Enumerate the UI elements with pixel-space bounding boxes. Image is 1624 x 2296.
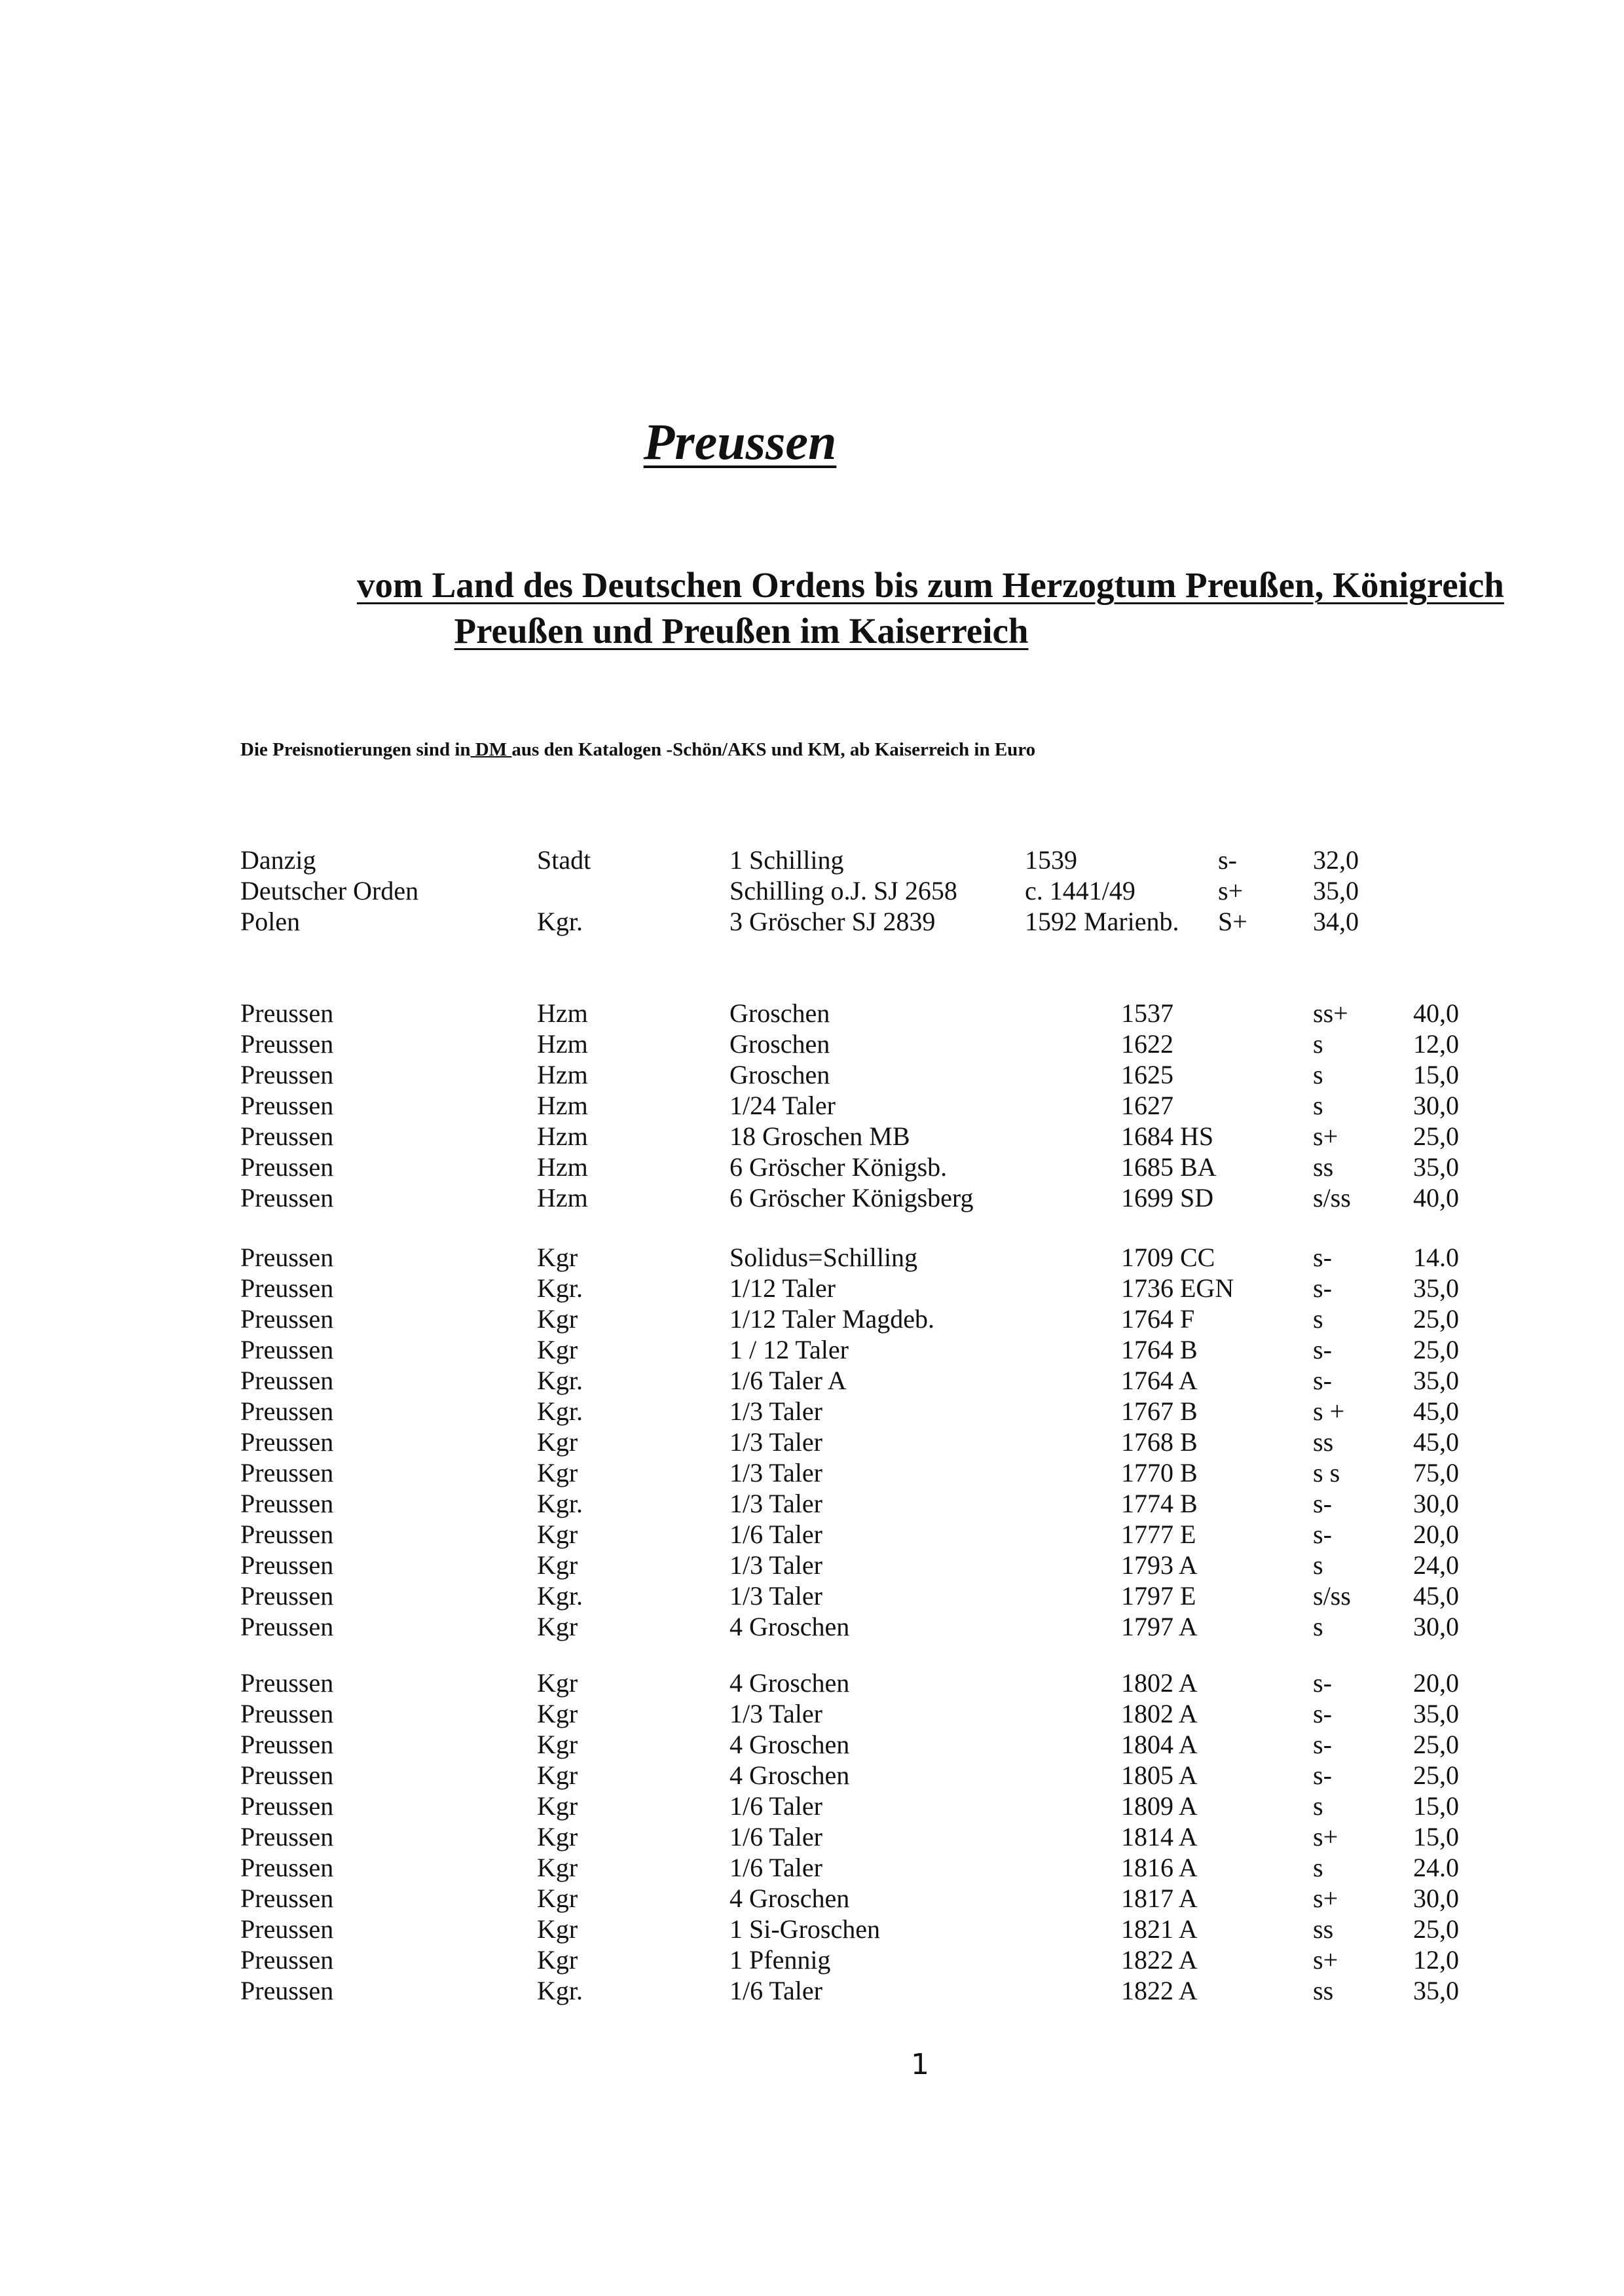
table-row (0, 1791, 1624, 1821)
table-row (0, 1611, 1624, 1642)
cell-price: 40,0 (1413, 998, 1459, 1028)
table-row (0, 1303, 1624, 1334)
cell-typ: Kgr (537, 1668, 578, 1698)
cell-grade: s (1313, 1791, 1323, 1821)
cell-year: 1777 E (1121, 1520, 1196, 1549)
cell-typ: Kgr (537, 1427, 578, 1457)
cell-year: 1622 (1121, 1029, 1173, 1059)
currency-dm: DM (470, 739, 512, 760)
cell-typ: Hzm (537, 1029, 588, 1059)
cell-price: 45,0 (1413, 1581, 1459, 1611)
cell-coin: 1/12 Taler Magdeb. (729, 1304, 935, 1334)
cell-year: 1797 A (1121, 1612, 1198, 1641)
cell-coin: 4 Groschen (729, 1668, 850, 1698)
cell-year: 1770 B (1121, 1458, 1198, 1487)
cell-year: 1802 A (1121, 1668, 1198, 1698)
cell-price: 20,0 (1413, 1668, 1459, 1698)
table-row (0, 1121, 1624, 1152)
cell-land: Preussen (240, 1699, 334, 1728)
cell-grade: s+ (1313, 1822, 1338, 1851)
cell-typ: Kgr (537, 1884, 578, 1913)
cell-land: Preussen (240, 998, 334, 1028)
price-note (240, 739, 1035, 761)
table-row (0, 1760, 1624, 1791)
cell-grade: s (1313, 1091, 1323, 1120)
cell-typ: Kgr (537, 1945, 578, 1975)
cell-coin: 4 Groschen (729, 1760, 850, 1790)
cell-price: 35,0 (1313, 876, 1359, 905)
cell-price: 24,0 (1413, 1550, 1459, 1580)
cell-year: 1804 A (1121, 1730, 1198, 1759)
cell-typ: Hzm (537, 1060, 588, 1089)
cell-typ: Kgr. (537, 1273, 583, 1303)
cell-year: 1822 A (1121, 1976, 1198, 2005)
cell-land: Preussen (240, 1822, 334, 1851)
price-note-text: Die Preisnotierungen sind in (240, 739, 471, 760)
cell-land: Preussen (240, 1458, 334, 1487)
cell-land: Preussen (240, 1366, 334, 1395)
cell-price: 30,0 (1413, 1091, 1459, 1120)
cell-coin: 1/6 Taler (729, 1520, 822, 1549)
cell-land: Preussen (240, 1914, 334, 1944)
cell-coin: 1/6 Taler (729, 1853, 822, 1882)
cell-price: 25,0 (1413, 1914, 1459, 1944)
cell-land: Preussen (240, 1060, 334, 1089)
cell-coin: Schilling o.J. SJ 2658 (729, 876, 957, 905)
cell-land: Preussen (240, 1976, 334, 2005)
table-row (0, 1550, 1624, 1580)
cell-grade: s- (1313, 1243, 1332, 1272)
cell-typ: Hzm (537, 1091, 588, 1120)
cell-year: 1709 CC (1121, 1243, 1215, 1272)
cell-price: 30,0 (1413, 1612, 1459, 1641)
cell-price: 35,0 (1413, 1152, 1459, 1182)
cell-grade: s s (1313, 1458, 1340, 1487)
cell-coin: 1 Pfennig (729, 1945, 831, 1975)
cell-coin: 1 / 12 Taler (729, 1335, 849, 1364)
table-row (0, 1457, 1624, 1488)
cell-coin: 3 Gröscher SJ 2839 (729, 907, 936, 936)
cell-price: 35,0 (1413, 1366, 1459, 1395)
cell-year: 1814 A (1121, 1822, 1198, 1851)
cell-typ: Kgr. (537, 1396, 583, 1426)
cell-typ: Kgr (537, 1699, 578, 1728)
price-note-sources: aus den Katalogen -Schön/AKS und KM, ab Kaiserreich in Euro (511, 739, 1036, 760)
cell-coin: 1/6 Taler (729, 1976, 822, 2005)
cell-coin: 1/3 Taler (729, 1699, 822, 1728)
table-row (0, 1821, 1624, 1852)
cell-price: 12,0 (1413, 1029, 1459, 1059)
cell-grade: s+ (1313, 1945, 1338, 1975)
cell-year: 1684 HS (1121, 1121, 1214, 1151)
cell-typ: Kgr. (537, 1976, 583, 2005)
cell-grade: s (1313, 1060, 1323, 1089)
table-row (0, 1883, 1624, 1914)
cell-typ: Kgr (537, 1760, 578, 1790)
cell-land: Preussen (240, 1335, 334, 1364)
cell-coin: Solidus=Schilling (729, 1243, 918, 1272)
cell-land: Preussen (240, 1273, 334, 1303)
subtitle-line-1: vom Land des Deutschen Ordens bis zum Herzogtum Preußen, Königreich (357, 565, 1504, 605)
table-row (0, 1914, 1624, 1944)
cell-price: 35,0 (1413, 1699, 1459, 1728)
cell-price: 34,0 (1313, 907, 1359, 936)
cell-year: 1625 (1121, 1060, 1173, 1089)
cell-coin: 1/3 Taler (729, 1427, 822, 1457)
table-row (0, 1396, 1624, 1427)
cell-typ: Hzm (537, 1183, 588, 1212)
cell-price: 45,0 (1413, 1427, 1459, 1457)
table-row (0, 1427, 1624, 1457)
table-row (0, 1975, 1624, 2006)
table-row (0, 1090, 1624, 1121)
cell-typ: Hzm (537, 1152, 588, 1182)
cell-price: 25,0 (1413, 1760, 1459, 1790)
cell-land: Preussen (240, 1520, 334, 1549)
cell-land: Polen (240, 907, 301, 936)
table-row (0, 998, 1624, 1029)
cell-typ: Kgr (537, 1914, 578, 1944)
cell-coin: 1/3 Taler (729, 1489, 822, 1518)
cell-price: 24.0 (1413, 1853, 1459, 1882)
cell-typ: Kgr (537, 1304, 578, 1334)
cell-land: Preussen (240, 1396, 334, 1426)
table-row (0, 1365, 1624, 1396)
cell-coin: 18 Groschen MB (729, 1121, 910, 1151)
cell-coin: 4 Groschen (729, 1612, 850, 1641)
cell-typ: Kgr (537, 1550, 578, 1580)
cell-price: 35,0 (1413, 1976, 1459, 2005)
cell-grade: s+ (1218, 876, 1244, 905)
cell-typ: Kgr (537, 1612, 578, 1641)
cell-coin: 1/3 Taler (729, 1550, 822, 1580)
cell-land: Preussen (240, 1183, 334, 1212)
cell-price: 45,0 (1413, 1396, 1459, 1426)
cell-typ: Kgr. (537, 1581, 583, 1611)
cell-year: 1736 EGN (1121, 1273, 1234, 1303)
cell-price: 15,0 (1413, 1822, 1459, 1851)
table-row (0, 1698, 1624, 1729)
cell-land: Deutscher Orden (240, 876, 419, 905)
table-row (0, 845, 1624, 875)
page-title: Preussen (643, 413, 837, 470)
cell-coin: 1/24 Taler (729, 1091, 836, 1120)
cell-grade: s (1313, 1550, 1323, 1580)
cell-year: 1817 A (1121, 1884, 1198, 1913)
cell-grade: ss (1313, 1427, 1334, 1457)
table-row (0, 1944, 1624, 1975)
cell-coin: 1/12 Taler (729, 1273, 836, 1303)
table-row (0, 1273, 1624, 1303)
cell-land: Preussen (240, 1243, 334, 1272)
cell-grade: s/ss (1313, 1183, 1351, 1212)
table-row (0, 1242, 1624, 1273)
cell-land: Preussen (240, 1791, 334, 1821)
table-row (0, 1334, 1624, 1365)
cell-year: c. 1441/49 (1025, 876, 1135, 905)
cell-coin: 1/3 Taler (729, 1396, 822, 1426)
cell-grade: s- (1313, 1760, 1332, 1790)
cell-grade: ss (1313, 1914, 1334, 1944)
cell-grade: S+ (1218, 907, 1247, 936)
cell-year: 1822 A (1121, 1945, 1198, 1975)
cell-coin: 6 Gröscher Königsberg (729, 1183, 974, 1212)
cell-land: Preussen (240, 1668, 334, 1698)
cell-coin: 4 Groschen (729, 1884, 850, 1913)
table-row (0, 875, 1624, 906)
cell-grade: ss+ (1313, 998, 1348, 1028)
cell-coin: 1 Si-Groschen (729, 1914, 880, 1944)
cell-land: Preussen (240, 1730, 334, 1759)
cell-typ: Stadt (537, 845, 591, 875)
cell-land: Preussen (240, 1760, 334, 1790)
cell-grade: s (1313, 1853, 1323, 1882)
cell-year: 1592 Marienb. (1025, 907, 1179, 936)
cell-land: Preussen (240, 1581, 334, 1611)
cell-year: 1764 F (1121, 1304, 1195, 1334)
cell-grade: ss (1313, 1976, 1334, 2005)
cell-price: 35,0 (1413, 1273, 1459, 1303)
table-row (0, 1488, 1624, 1519)
cell-year: 1685 BA (1121, 1152, 1217, 1182)
cell-year: 1768 B (1121, 1427, 1198, 1457)
cell-land: Preussen (240, 1091, 334, 1120)
cell-grade: s- (1313, 1730, 1332, 1759)
cell-land: Preussen (240, 1152, 334, 1182)
cell-price: 15,0 (1413, 1791, 1459, 1821)
cell-grade: s- (1218, 845, 1237, 875)
cell-coin: 6 Gröscher Königsb. (729, 1152, 948, 1182)
cell-price: 40,0 (1413, 1183, 1459, 1212)
table-row (0, 1852, 1624, 1883)
cell-coin: 1 Schilling (729, 845, 844, 875)
cell-land: Preussen (240, 1612, 334, 1641)
cell-year: 1764 B (1121, 1335, 1198, 1364)
cell-typ: Hzm (537, 998, 588, 1028)
cell-grade: s (1313, 1612, 1323, 1641)
cell-typ: Kgr (537, 1243, 578, 1272)
cell-year: 1802 A (1121, 1699, 1198, 1728)
cell-year: 1805 A (1121, 1760, 1198, 1790)
cell-grade: s- (1313, 1699, 1332, 1728)
table-row (0, 1059, 1624, 1090)
cell-grade: s- (1313, 1489, 1332, 1518)
table-row (0, 1152, 1624, 1182)
cell-coin: 1/6 Taler (729, 1822, 822, 1851)
cell-typ: Kgr (537, 1458, 578, 1487)
cell-typ: Kgr (537, 1520, 578, 1549)
cell-price: 20,0 (1413, 1520, 1459, 1549)
cell-grade: s- (1313, 1668, 1332, 1698)
cell-grade: s (1313, 1304, 1323, 1334)
cell-grade: ss (1313, 1152, 1334, 1182)
cell-typ: Kgr (537, 1730, 578, 1759)
cell-year: 1537 (1121, 998, 1173, 1028)
table-row (0, 1519, 1624, 1550)
cell-year: 1797 E (1121, 1581, 1196, 1611)
cell-price: 32,0 (1313, 845, 1359, 875)
cell-coin: 4 Groschen (729, 1730, 850, 1759)
cell-year: 1767 B (1121, 1396, 1198, 1426)
table-row (0, 1029, 1624, 1059)
cell-typ: Kgr (537, 1335, 578, 1364)
cell-year: 1764 A (1121, 1366, 1198, 1395)
cell-coin: Groschen (729, 1060, 830, 1089)
cell-coin: 1/6 Taler (729, 1791, 822, 1821)
cell-grade: s+ (1313, 1121, 1338, 1151)
cell-land: Preussen (240, 1884, 334, 1913)
cell-price: 25,0 (1413, 1730, 1459, 1759)
page-number: 1 (911, 2048, 929, 2081)
cell-typ: Kgr (537, 1791, 578, 1821)
cell-price: 25,0 (1413, 1304, 1459, 1334)
cell-price: 15,0 (1413, 1060, 1459, 1089)
cell-grade: s + (1313, 1396, 1345, 1426)
cell-grade: s- (1313, 1366, 1332, 1395)
cell-land: Preussen (240, 1550, 334, 1580)
cell-land: Preussen (240, 1489, 334, 1518)
cell-grade: s+ (1313, 1884, 1338, 1913)
cell-year: 1793 A (1121, 1550, 1198, 1580)
cell-land: Preussen (240, 1304, 334, 1334)
cell-year: 1627 (1121, 1091, 1173, 1120)
cell-price: 30,0 (1413, 1884, 1459, 1913)
cell-year: 1816 A (1121, 1853, 1198, 1882)
cell-typ: Hzm (537, 1121, 588, 1151)
cell-grade: s- (1313, 1520, 1332, 1549)
cell-land: Preussen (240, 1029, 334, 1059)
table-row (0, 1580, 1624, 1611)
cell-grade: s/ss (1313, 1581, 1351, 1611)
cell-price: 14.0 (1413, 1243, 1459, 1272)
cell-year: 1539 (1025, 845, 1077, 875)
cell-typ: Kgr (537, 1822, 578, 1851)
cell-land: Preussen (240, 1427, 334, 1457)
cell-coin: 1/3 Taler (729, 1458, 822, 1487)
cell-year: 1774 B (1121, 1489, 1198, 1518)
cell-grade: s (1313, 1029, 1323, 1059)
cell-typ: Kgr (537, 1853, 578, 1882)
cell-coin: Groschen (729, 1029, 830, 1059)
cell-grade: s- (1313, 1273, 1332, 1303)
cell-coin: Groschen (729, 998, 830, 1028)
cell-land: Preussen (240, 1945, 334, 1975)
cell-coin: 1/6 Taler A (729, 1366, 847, 1395)
cell-typ: Kgr. (537, 1366, 583, 1395)
table-row (0, 1182, 1624, 1213)
cell-price: 25,0 (1413, 1335, 1459, 1364)
cell-land: Preussen (240, 1853, 334, 1882)
cell-coin: 1/3 Taler (729, 1581, 822, 1611)
cell-price: 25,0 (1413, 1121, 1459, 1151)
cell-year: 1699 SD (1121, 1183, 1214, 1212)
cell-year: 1809 A (1121, 1791, 1198, 1821)
cell-typ: Kgr. (537, 907, 583, 936)
cell-grade: s- (1313, 1335, 1332, 1364)
table-row (0, 906, 1624, 937)
cell-typ: Kgr. (537, 1489, 583, 1518)
table-row (0, 1667, 1624, 1698)
cell-land: Danzig (240, 845, 316, 875)
cell-year: 1821 A (1121, 1914, 1198, 1944)
cell-price: 12,0 (1413, 1945, 1459, 1975)
cell-land: Preussen (240, 1121, 334, 1151)
table-row (0, 1729, 1624, 1760)
cell-price: 75,0 (1413, 1458, 1459, 1487)
subtitle-line-2: Preußen und Preußen im Kaiserreich (454, 611, 1029, 651)
cell-price: 30,0 (1413, 1489, 1459, 1518)
